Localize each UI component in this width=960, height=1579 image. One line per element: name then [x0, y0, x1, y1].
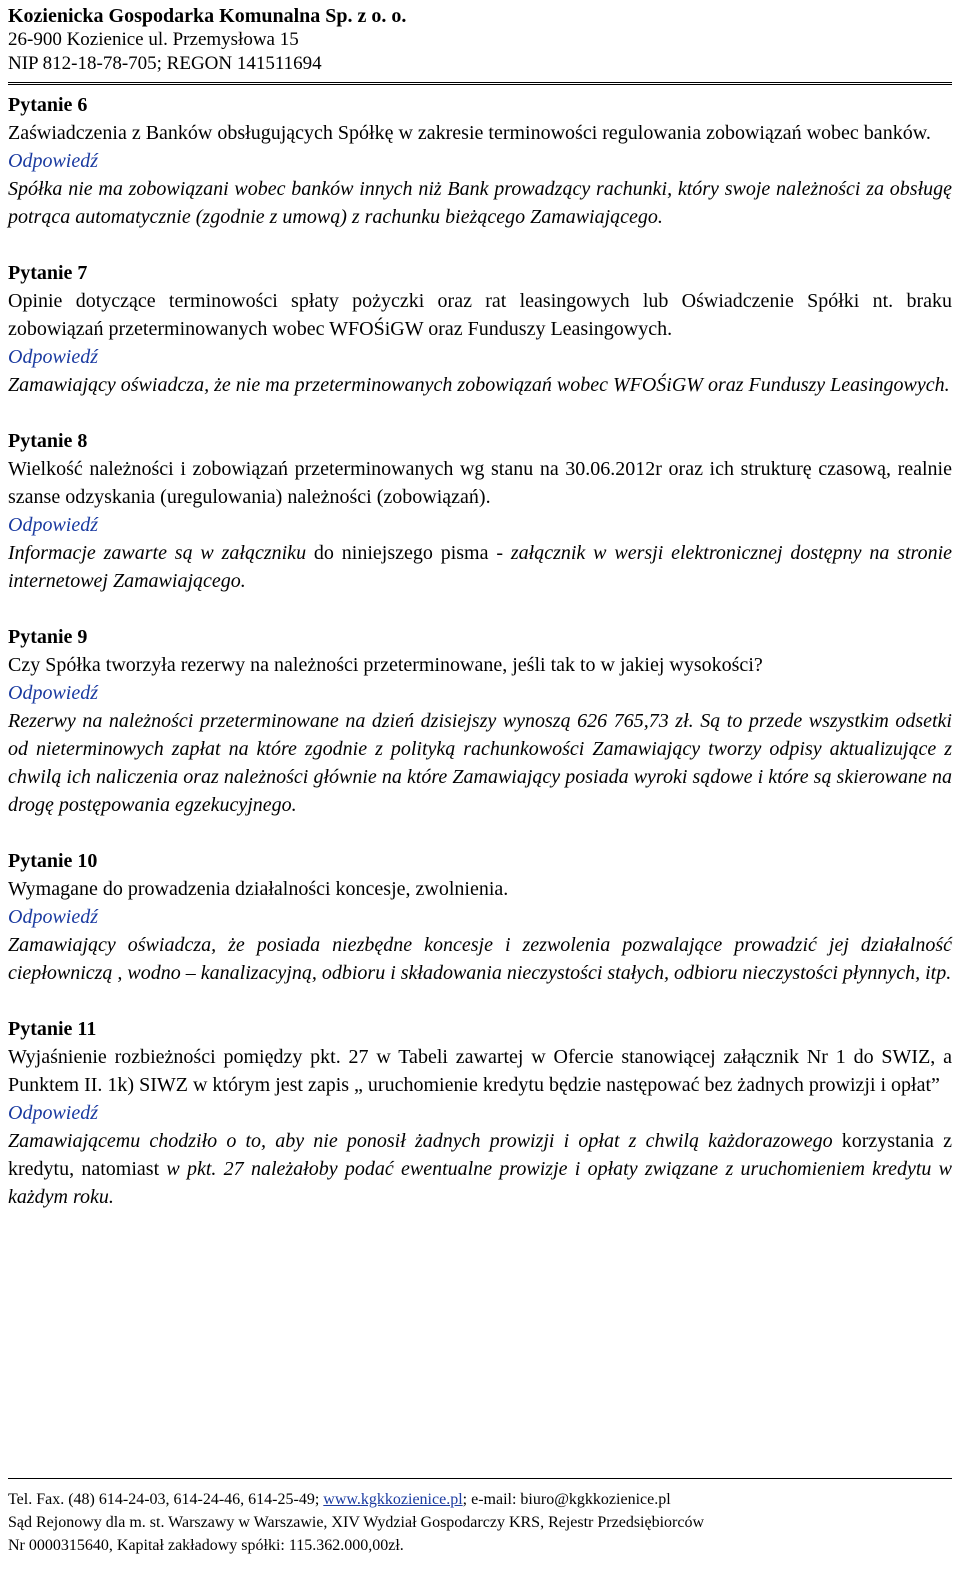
question-10	[8, 847, 952, 987]
answer-text: Spółka nie ma zobowiązani wobec banków innych niż Bank prowadzący rachunki, który swoje należności za obsługę potrąca automatycznie (zgodnie z umową) z rachunku bieżącego Zamawiającego.	[8, 178, 952, 228]
answer-label: Odpowiedź	[8, 346, 98, 368]
question-text: Czy Spółka tworzyła rezerwy na należności przeterminowane, jeśli tak to w jakiej wysokości?	[8, 654, 763, 676]
footer-contact	[8, 1488, 952, 1511]
answer-text: Rezerwy na należności przeterminowane na dzień dzisiejszy wynoszą 626 765,73 zł. Są to przede wszystkim odsetki od nieterminowych zapłat na które zgodnie z polityką rachunkowości Zamawiający tworzy odpisy aktualizujące z chwilą ich naliczenia oraz należności głównie na które Zamawiający posiada wyroki sądowe i które są skierowane na drogę postępowania egzekucyjnego.	[8, 710, 952, 816]
answer-label: Odpowiedź	[8, 1102, 98, 1124]
footer-phone: Tel. Fax. (48) 614-24-03, 614-24-46, 614-25-49;	[8, 1491, 324, 1508]
answer-segment: Informacje zawarte są w załączniku	[8, 542, 307, 564]
question-title: Pytanie 6	[8, 94, 88, 116]
answer-segment: korzystania z kredytu, natomiast	[8, 1130, 952, 1180]
footer-registry: Nr 0000315640, Kapitał zakładowy spółki: 115.362.000,00zł.	[8, 1537, 404, 1554]
question-6	[8, 91, 952, 231]
page-footer	[8, 1478, 952, 1557]
answer-label: Odpowiedź	[8, 150, 98, 172]
document-page	[8, 0, 952, 1211]
question-text: Wyjaśnienie rozbieżności pomiędzy pkt. 27 w Tabeli zawartej w Ofercie stanowiącej załącznik Nr 1 do SWIZ, a Punktem II. 1k) SIWZ w którym jest zapis „ uruchomienie kredytu będzie następować bez żadnych prowizji i opłat”	[8, 1046, 952, 1096]
answer-text	[8, 539, 952, 595]
question-7	[8, 259, 952, 399]
website-link[interactable]: www.kgkkozienice.pl	[323, 1491, 463, 1508]
answer-text: Zamawiający oświadcza, że nie ma przeterminowanych zobowiązań wobec WFOŚiGW oraz Funduszy Leasingowych.	[8, 374, 950, 396]
question-title: Pytanie 11	[8, 1018, 97, 1040]
question-text: Wielkość należności i zobowiązań przeterminowanych wg stanu na 30.06.2012r oraz ich strukturę czasową, realnie szanse odzyskania (uregulowania) należności (zobowiązań).	[8, 458, 952, 508]
question-title: Pytanie 8	[8, 430, 88, 452]
company-name: Kozienicka Gospodarka Komunalna Sp. z o. o.	[8, 5, 407, 27]
question-text: Opinie dotyczące terminowości spłaty pożyczki oraz rat leasingowych lub Oświadczenie Spółki nt. braku zobowiązań przeterminowanych wobec WFOŚiGW oraz Funduszy Leasingowych.	[8, 290, 952, 340]
letterhead	[8, 4, 952, 85]
footer-email: ; e-mail: biuro@kgkkozienice.pl	[462, 1491, 671, 1508]
question-11	[8, 1015, 952, 1211]
answer-text: Zamawiający oświadcza, że posiada niezbędne koncesje i zezwolenia pozwalające prowadzić jej działalność ciepłowniczą , wodno – kanalizacyjną, odbioru i składowania nieczystości stałych, odbioru nieczystości płynnych, itp.	[8, 934, 952, 984]
answer-label: Odpowiedź	[8, 682, 98, 704]
question-title: Pytanie 10	[8, 850, 98, 872]
answer-segment: w pkt. 27 należałoby podać ewentualne prowizje i opłaty związane z uruchomieniem kredytu w każdym roku.	[8, 1158, 952, 1208]
footer-court: Sąd Rejonowy dla m. st. Warszawy w Warszawie, XIV Wydział Gospodarczy KRS, Rejestr Przedsiębiorców	[8, 1514, 705, 1531]
answer-segment: Zamawiającemu chodziło o to, aby nie ponosił żadnych prowizji i opłat z chwilą każdorazowego	[8, 1130, 842, 1152]
question-text: Wymagane do prowadzenia działalności koncesje, zwolnienia.	[8, 878, 509, 900]
company-address: 26-900 Kozienice ul. Przemysłowa 15	[8, 29, 299, 50]
question-9	[8, 623, 952, 819]
question-title: Pytanie 7	[8, 262, 88, 284]
question-text: Zaświadczenia z Banków obsługujących Spółkę w zakresie terminowości regulowania zobowiązań wobec banków.	[8, 122, 931, 144]
answer-label: Odpowiedź	[8, 514, 98, 536]
question-title: Pytanie 9	[8, 626, 88, 648]
answer-label: Odpowiedź	[8, 906, 98, 928]
answer-segment: do niniejszego pisma -	[306, 542, 511, 564]
question-8	[8, 427, 952, 595]
answer-segment: załącznik w wersji elektronicznej dostępny na stronie internetowej Zamawiającego.	[8, 542, 953, 592]
answer-text	[8, 1127, 952, 1211]
company-ids: NIP 812-18-78-705; REGON 141511694	[8, 53, 322, 74]
